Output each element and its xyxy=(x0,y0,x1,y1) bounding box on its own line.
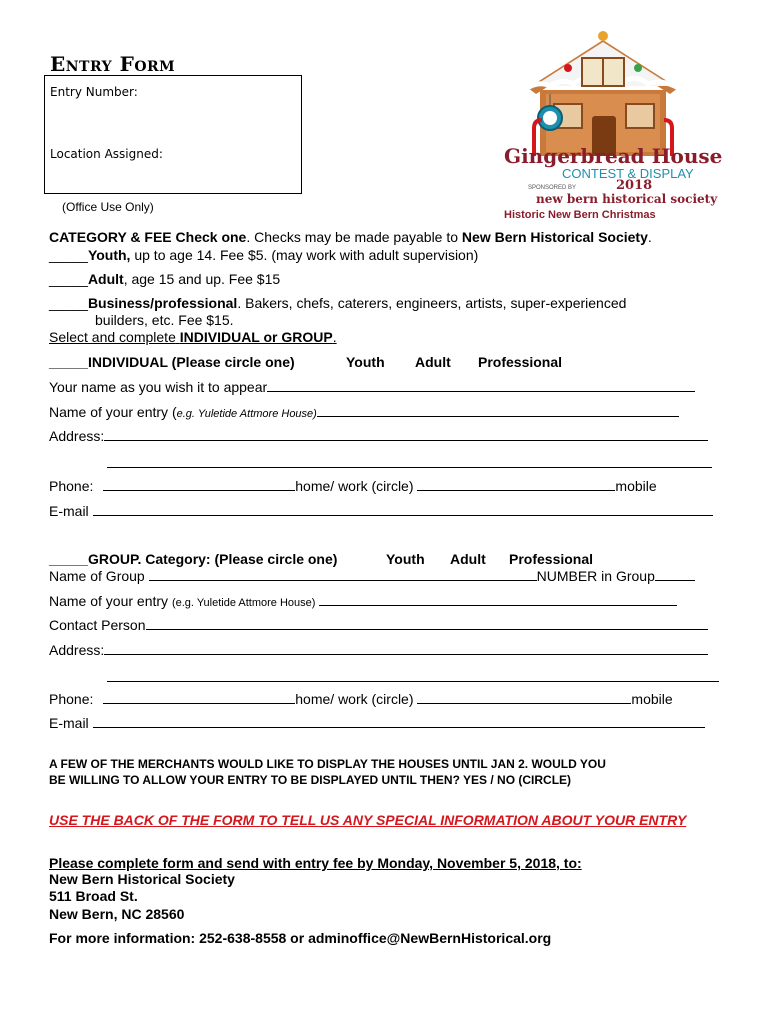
form-title: Entry Form xyxy=(50,52,176,76)
group-name-label: Name of Group xyxy=(49,568,145,584)
business-option xyxy=(49,295,626,311)
group-email-line[interactable] xyxy=(93,715,705,728)
individual-mobile-label: mobile xyxy=(615,478,657,494)
individual-entry-label: Name of your entry ( xyxy=(49,404,177,420)
group-mobile-label: mobile xyxy=(631,691,673,707)
group-address-line-1[interactable] xyxy=(104,642,708,655)
location-assigned-label: Location Assigned: xyxy=(50,147,163,161)
select-text: Select and complete xyxy=(49,329,176,345)
group-phone-label: Phone: xyxy=(49,691,94,707)
payable-text: . Checks may be made payable to xyxy=(246,229,459,245)
group-option-professional[interactable]: Professional xyxy=(509,551,594,567)
individual-entry-line[interactable] xyxy=(317,404,679,417)
individual-email-line[interactable] xyxy=(93,503,713,516)
group-heading: GROUP. Category: (Please circle one) xyxy=(87,551,338,567)
group-number-label: NUMBER in Group xyxy=(536,568,655,584)
group-address-field[interactable] xyxy=(49,642,708,658)
individual-name-field[interactable] xyxy=(49,379,695,395)
business-text: . Bakers, chefs, caterers, engineers, artists, super-experienced xyxy=(237,295,627,311)
group-contact-field[interactable] xyxy=(49,617,708,633)
individual-option-youth[interactable]: Youth xyxy=(346,354,385,370)
group-contact-label: Contact Person xyxy=(49,617,146,633)
youth-label: Youth, xyxy=(87,247,131,263)
group-entry-label: Name of your entry xyxy=(49,593,169,609)
org-name: New Bern Historical Society xyxy=(49,871,235,887)
logo-title: Gingerbread House xyxy=(504,144,723,168)
individual-entry-field[interactable] xyxy=(49,404,679,420)
group-contact-line[interactable] xyxy=(146,617,708,630)
individual-phone-field[interactable] xyxy=(49,478,657,494)
group-blank[interactable]: _____ xyxy=(49,551,88,567)
adult-blank[interactable]: _____ xyxy=(49,271,88,287)
back-of-form-note: USE THE BACK OF THE FORM TO TELL US ANY SPECIAL INFORMATION ABOUT YOUR ENTRY xyxy=(49,812,687,828)
youth-blank[interactable]: _____ xyxy=(49,247,88,263)
select-end: . xyxy=(332,329,337,345)
group-number-line[interactable] xyxy=(655,568,695,581)
group-entry-example: (e.g. Yuletide Attmore House) xyxy=(171,597,316,609)
individual-heading: INDIVIDUAL (Please circle one) xyxy=(87,354,295,370)
group-address-line-2[interactable] xyxy=(107,681,719,682)
individual-email-label: E-mail xyxy=(49,503,89,519)
individual-name-label: Your name as you wish it to appear xyxy=(49,379,268,395)
individual-option-professional[interactable]: Professional xyxy=(478,354,563,370)
logo-sponsored: SPONSORED BY xyxy=(528,185,577,191)
individual-heading-line xyxy=(49,354,295,370)
individual-address-line-1[interactable] xyxy=(104,428,708,441)
merchants-line-1: A FEW OF THE MERCHANTS WOULD LIKE TO DISPLAY THE HOUSES UNTIL JAN 2. WOULD YOU xyxy=(49,757,606,771)
logo-year: 2018 xyxy=(616,178,653,193)
individual-address-line-2[interactable] xyxy=(107,467,712,468)
group-entry-line[interactable] xyxy=(319,593,677,606)
payee-name: New Bern Historical Society xyxy=(461,229,648,245)
individual-home-work: home/ work (circle) xyxy=(295,478,414,494)
entry-number-label: Entry Number: xyxy=(50,85,138,99)
deadline-text: Please complete form and send with entry fee by Monday, November 5, 2018, to: xyxy=(49,855,582,871)
individual-phone-label: Phone: xyxy=(49,478,94,494)
adult-label: Adult xyxy=(87,271,124,287)
adult-text: , age 15 and up. Fee $15 xyxy=(123,271,281,287)
individual-entry-example: e.g. Yuletide Attmore House) xyxy=(176,408,317,420)
adult-option xyxy=(49,271,280,287)
individual-home-phone-line[interactable] xyxy=(103,478,295,491)
category-line xyxy=(49,229,652,245)
group-name-field[interactable] xyxy=(49,568,695,584)
gingerbread-house-logo xyxy=(498,28,723,224)
group-heading-line xyxy=(49,551,337,567)
group-phone-field[interactable] xyxy=(49,691,673,707)
merchants-line-2: BE WILLING TO ALLOW YOUR ENTRY TO BE DISPLAYED UNTIL THEN? YES / NO (CIRCLE) xyxy=(49,773,572,787)
group-email-label: E-mail xyxy=(49,715,89,731)
category-heading: CATEGORY & FEE xyxy=(49,229,172,245)
group-name-line[interactable] xyxy=(149,568,537,581)
individual-address-label: Address: xyxy=(49,428,105,444)
period: . xyxy=(647,229,652,245)
group-mobile-line[interactable] xyxy=(417,691,631,704)
individual-name-line[interactable] xyxy=(267,379,695,392)
individual-blank[interactable]: _____ xyxy=(49,354,88,370)
business-blank[interactable]: _____ xyxy=(49,295,88,311)
individual-option-adult[interactable]: Adult xyxy=(415,354,451,370)
business-label: Business/professional xyxy=(87,295,238,311)
org-city: New Bern, NC 28560 xyxy=(49,906,185,922)
individual-email-field[interactable] xyxy=(49,503,713,519)
youth-text: up to age 14. Fee $5. (may work with adult supervision) xyxy=(130,247,479,263)
youth-option xyxy=(49,247,478,263)
group-option-youth[interactable]: Youth xyxy=(386,551,425,567)
logo-society: new bern historical society xyxy=(536,192,718,206)
check-one-label: Check one xyxy=(175,229,247,245)
group-address-label: Address: xyxy=(49,642,105,658)
group-home-work: home/ work (circle) xyxy=(295,691,414,707)
contact-info: For more information: 252-638-8558 or adminoffice@NewBernHistorical.org xyxy=(49,930,552,946)
business-text-2: builders, etc. Fee $15. xyxy=(95,312,234,328)
logo-tagline: Historic New Bern Christmas xyxy=(504,209,656,221)
individual-mobile-line[interactable] xyxy=(417,478,615,491)
select-bold: INDIVIDUAL or GROUP xyxy=(179,329,333,345)
office-use-box xyxy=(44,75,302,194)
select-line xyxy=(49,329,337,345)
group-email-field[interactable] xyxy=(49,715,705,731)
logo-subtitle: CONTEST & DISPLAY xyxy=(562,166,694,181)
office-use-label: (Office Use Only) xyxy=(62,200,154,214)
group-entry-field[interactable] xyxy=(49,593,677,609)
org-street: 511 Broad St. xyxy=(49,888,138,904)
group-option-adult[interactable]: Adult xyxy=(450,551,486,567)
group-home-phone-line[interactable] xyxy=(103,691,295,704)
individual-address-field[interactable] xyxy=(49,428,708,444)
